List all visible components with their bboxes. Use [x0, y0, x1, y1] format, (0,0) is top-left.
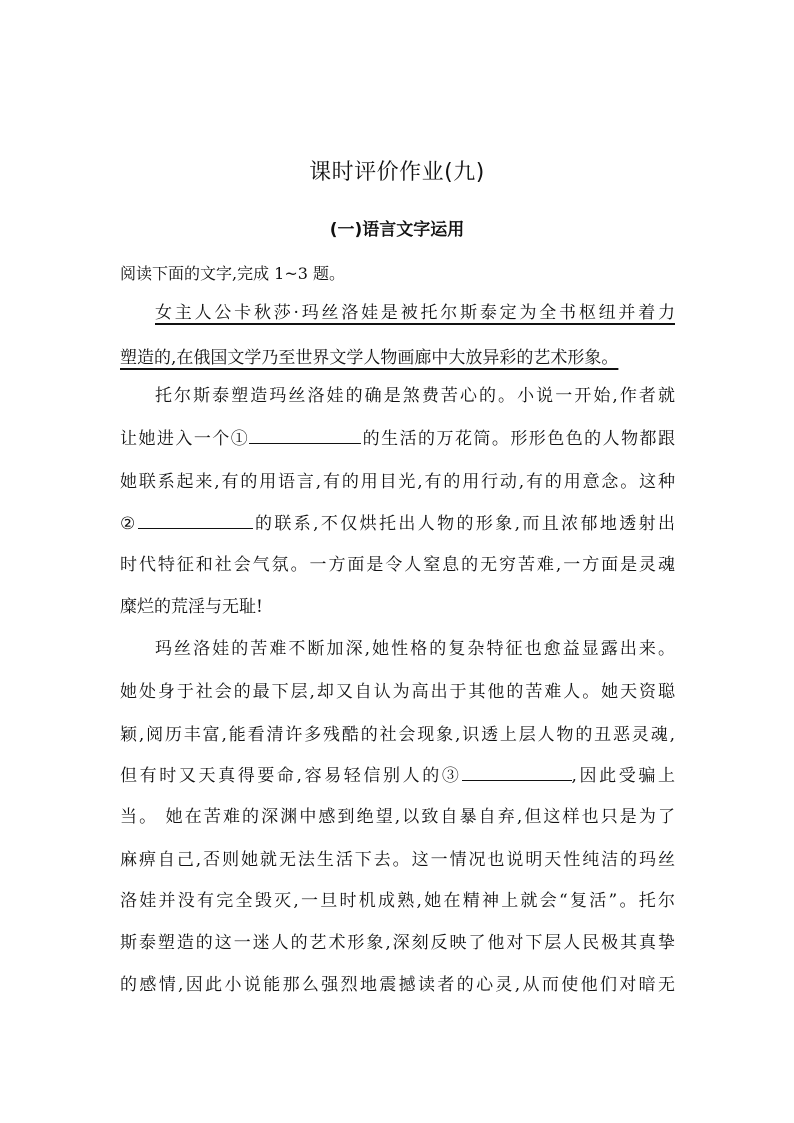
paragraph-3-line-3: 颖,阅历丰富,能看清许多残酷的社会现象,识透上层人物的丑恶灵魂, [120, 725, 675, 745]
instruction-text: 阅读下面的文字,完成 1~3 题。 [120, 264, 346, 283]
text-fragment: 让她进入一个 [120, 429, 231, 449]
paragraph-3-line-4 [120, 761, 675, 791]
fill-in-blank-2 [138, 510, 253, 529]
underlined-text: 塑造的,在俄国文学乃至世界文学人物画廊中大放异彩的艺术形象。 [120, 348, 619, 368]
text-fragment: 但有时又天真得要命,容易轻信别人的 [120, 766, 442, 786]
paragraph-3-line-9: 的感情,因此小说能那么强烈地震撼读者的心灵,从而使他们对暗无 [120, 975, 675, 995]
text-fragment: 的联系,不仅烘托出人物的形象,而且浓郁地透射出 [252, 514, 675, 534]
fill-in-blank-1 [249, 425, 361, 444]
paragraph-1-line-1 [155, 298, 675, 328]
paragraph-2-line-4 [120, 509, 675, 539]
paragraph-2-line-6: 糜烂的荒淫与无耻! [120, 597, 263, 617]
blank-marker-3: ③ [441, 766, 462, 786]
paragraph-2-line-3: 她联系起来,有的用语言,有的用目光,有的用行动,有的用意念。这种 [120, 472, 675, 492]
paragraph-3-line-2: 她处身于社会的最下层,却又自认为高出于其他的苦难人。她天资聪 [120, 682, 675, 702]
paragraph-2-line-2 [120, 424, 675, 454]
text-fragment: ,因此受骗上 [571, 766, 676, 786]
blank-marker-1: ① [230, 429, 250, 449]
blank-marker-2: ② [120, 514, 138, 534]
paragraph-3-line-8: 斯泰塑造的这一迷人的艺术形象,深刻反映了他对下层人民极其真挚 [120, 933, 675, 953]
paragraph-2-line-1: 托尔斯泰塑造玛丝洛娃的确是煞费苦心的。小说一开始,作者就 [155, 386, 675, 406]
paragraph-2-line-5: 时代特征和社会气氛。一方面是令人窒息的无穷苦难,一方面是灵魂 [120, 555, 675, 575]
paragraph-3-line-5: 当。 她在苦难的深渊中感到绝望,以致自暴自弃,但这样也只是为了 [120, 807, 675, 827]
paragraph-3-line-6: 麻痹自己,否则她就无法生活下去。这一情况也说明天性纯洁的玛丝 [120, 850, 675, 870]
underlined-text: 女主人公卡秋莎·玛丝洛娃是被托尔斯泰定为全书枢纽并着力 [155, 303, 675, 323]
section-title: (一)语言文字运用 [329, 220, 465, 240]
paragraph-3-line-7: 洛娃并没有完全毁灭,一旦时机成熟,她在精神上就会“复活”。托尔 [120, 891, 675, 911]
paragraph-3-line-1: 玛丝洛娃的苦难不断加深,她性格的复杂特征也愈益显露出来。 [155, 639, 675, 659]
fill-in-blank-3 [462, 762, 572, 781]
text-fragment: 的生活的万花筒。形形色色的人物都跟 [361, 429, 676, 449]
paragraph-1-line-2 [120, 343, 675, 373]
page-title: 课时评价作业(九) [309, 160, 485, 185]
